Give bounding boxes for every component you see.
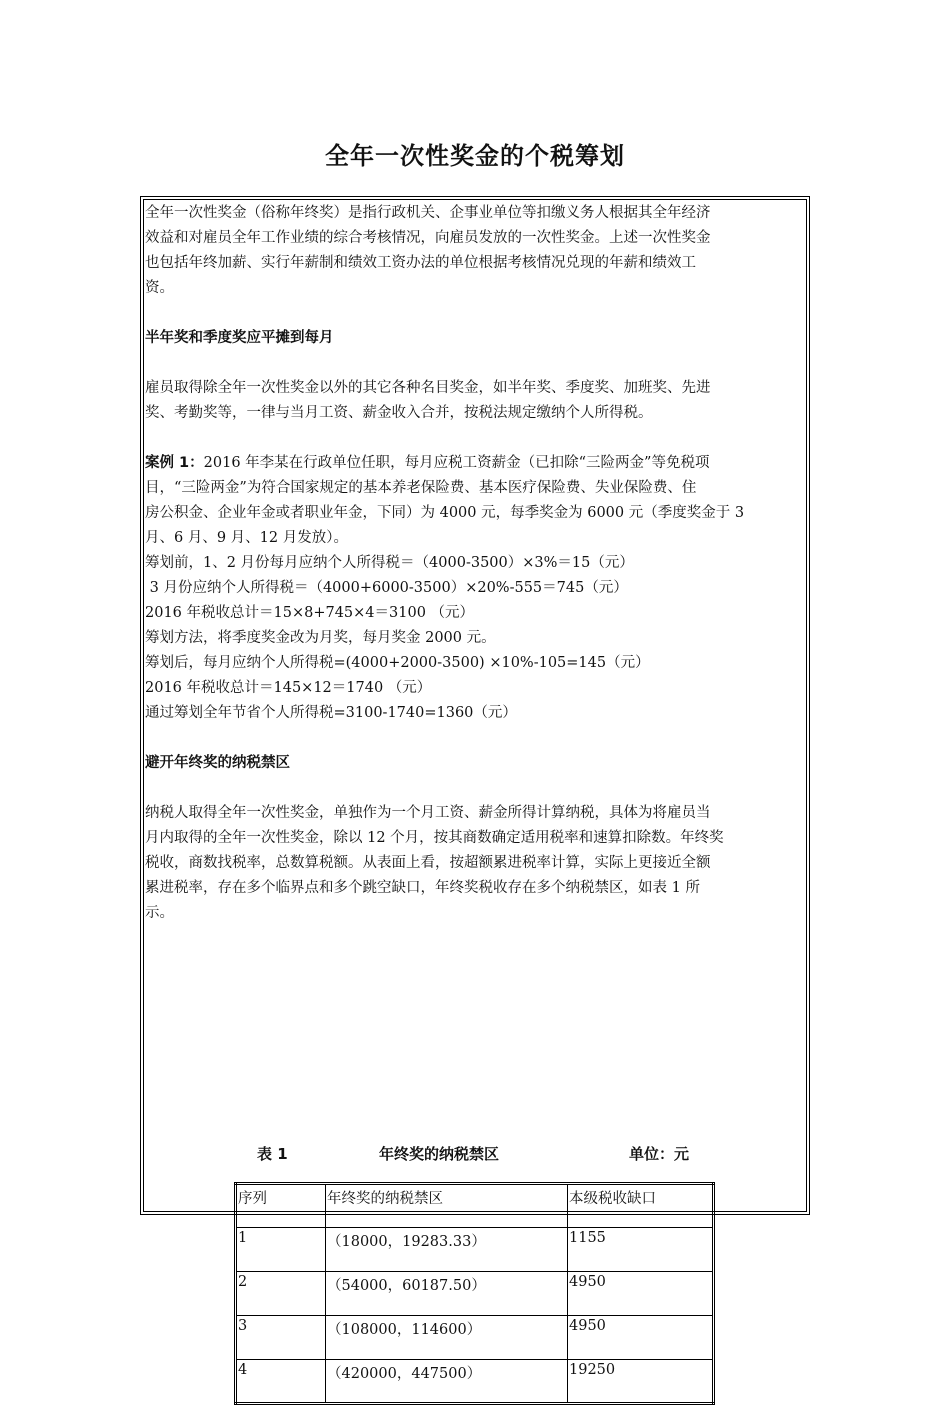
table-row — [236, 1316, 714, 1360]
table-caption-unit: 单位：元 — [629, 1145, 690, 1163]
table-header-cell: 年终奖的纳税禁区 — [326, 1184, 568, 1228]
section-heading-tax-trap: 避开年终奖的纳税禁区 — [145, 755, 290, 771]
table-cell: 4950 — [568, 1272, 714, 1316]
case1-line: 月、6 月、9 月、12 月发放）。 — [145, 530, 348, 546]
case1-line1-text: 2016 年李某在行政单位任职，每月应税工资薪金（已扣除“三险两金”等免税项 — [203, 455, 710, 471]
table-cell: 19250 — [568, 1360, 714, 1404]
case1-line: 筹划方法，将季度奖金改为月奖，每月奖金 2000 元。 — [145, 630, 496, 646]
section-heading-quarterly-bonus: 半年奖和季度奖应平摊到每月 — [145, 330, 334, 346]
table-cell: 2 — [236, 1272, 326, 1316]
table-header-row — [236, 1184, 714, 1228]
case1-line: 筹划前，1、2 月份每月应纳个人所得税＝（4000-3500）×3%＝15（元） — [145, 555, 634, 571]
intro-line: 全年一次性奖金（俗称年终奖）是指行政机关、企事业单位等扣缴义务人根据其全年经济 — [145, 205, 711, 221]
table-cell: 1155 — [568, 1228, 714, 1272]
table-cell: （18000，19283.33） — [326, 1228, 568, 1272]
section2-line: 月内取得的全年一次性奖金，除以 12 个月，按其商数确定适用税率和速算扣除数。年终奖 — [145, 830, 724, 846]
case1-line: 筹划后，每月应纳个人所得税=(4000+2000-3500) ×10%-105=145（元） — [145, 655, 650, 671]
case1-line: 房公积金、企业年金或者职业年金，下同）为 4000 元，每季奖金为 6000 元（季度奖金于 3 — [145, 505, 745, 521]
table-row — [236, 1360, 714, 1404]
table-cell: （108000，114600） — [326, 1316, 568, 1360]
case1-line: 通过筹划全年节省个人所得税=3100-1740=1360（元） — [145, 705, 517, 721]
section2-line: 税收，商数找税率，总数算税额。从表面上看，按超额累进税率计算，实际上更接近全额 — [145, 855, 711, 871]
table-header-cell: 序列 — [236, 1184, 326, 1228]
table-row — [236, 1228, 714, 1272]
table-cell: （54000，60187.50） — [326, 1272, 568, 1316]
tax-trap-table — [234, 1182, 715, 1405]
table-cell: 1 — [236, 1228, 326, 1272]
table-cell: 3 — [236, 1316, 326, 1360]
section1-line: 雇员取得除全年一次性奖金以外的其它各种名目奖金，如半年奖、季度奖、加班奖、先进 — [145, 380, 711, 396]
table-cell: 4950 — [568, 1316, 714, 1360]
case1-line: 目，“三险两金”为符合国家规定的基本养老保险费、基本医疗保险费、失业保险费、住 — [145, 480, 697, 496]
table-caption-number: 表 1 — [257, 1145, 288, 1163]
case1-line: 2016 年税收总计＝15×8+745×4＝3100 （元） — [145, 605, 475, 621]
table-caption-title: 年终奖的纳税禁区 — [379, 1145, 500, 1163]
case1-label: 案例 1： — [145, 455, 204, 471]
table-cell: 4 — [236, 1360, 326, 1404]
intro-line: 效益和对雇员全年工作业绩的综合考核情况，向雇员发放的一次性奖金。上述一次性奖金 — [145, 230, 711, 246]
case1-line: 3 月份应纳个人所得税＝（4000+6000-3500）×20%-555＝745（元） — [145, 580, 628, 596]
section2-line: 示。 — [145, 905, 174, 921]
section2-line: 纳税人取得全年一次性奖金，单独作为一个月工资、薪金所得计算纳税，具体为将雇员当 — [145, 805, 711, 821]
page-title: 全年一次性奖金的个税筹划 — [325, 142, 625, 170]
section2-line: 累进税率，存在多个临界点和多个跳空缺口，年终奖税收存在多个纳税禁区，如表 1 所 — [145, 880, 700, 896]
content-frame — [140, 196, 810, 1382]
table-row — [236, 1272, 714, 1316]
table-caption — [141, 1139, 807, 1165]
table-cell: （420000，447500） — [326, 1360, 568, 1404]
case1-line — [145, 451, 807, 476]
intro-line: 也包括年终加薪、实行年薪制和绩效工资办法的单位根据考核情况兑现的年薪和绩效工 — [145, 255, 696, 271]
intro-line: 资。 — [145, 280, 174, 296]
table-header-cell: 本级税收缺口 — [568, 1184, 714, 1228]
case1-line: 2016 年税收总计＝145×12＝1740 （元） — [145, 680, 432, 696]
section1-line: 奖、考勤奖等，一律与当月工资、薪金收入合并，按税法规定缴纳个人所得税。 — [145, 405, 653, 421]
article-body — [145, 201, 807, 926]
